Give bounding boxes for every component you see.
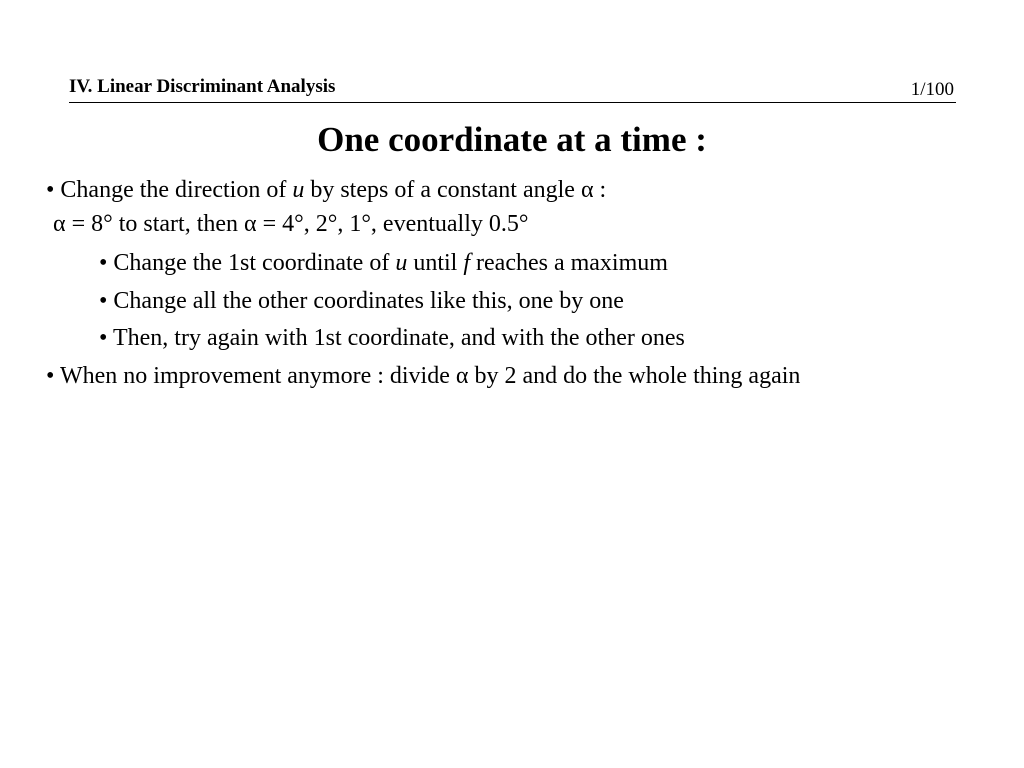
bullet-change-direction [46, 175, 606, 205]
slide-header [69, 76, 956, 103]
line-text: Then, try again with 1st coordinate, and with the other ones [112, 325, 685, 351]
bullet-marker: • [99, 250, 108, 276]
line-text: Change the direction of [60, 177, 293, 203]
line-text: by steps of a constant angle α : [304, 177, 607, 203]
bullet-marker: • [46, 177, 55, 203]
line-text: Change the 1st coordinate of [113, 250, 396, 276]
bullet-marker: • [46, 363, 55, 389]
line-text: until [407, 250, 464, 276]
bullet-no-improvement [46, 361, 800, 391]
variable-u: u [395, 250, 408, 276]
bullet-marker: • [99, 325, 108, 351]
slide-title: One coordinate at a time : [317, 120, 707, 159]
sub-bullet-try-again [99, 323, 685, 353]
line-text: When no improvement anymore : divide α by 2 and do the whole thing again [59, 363, 801, 389]
line-text: Change all the other coordinates like this, one by one [113, 288, 624, 314]
angle-sequence-line: α = 8° to start, then α = 4°, 2°, 1°, eventually 0.5° [53, 211, 529, 237]
line-text: reaches a maximum [470, 250, 668, 276]
bullet-marker: • [99, 288, 108, 314]
sub-bullet-other-coordinates [99, 286, 624, 316]
sub-bullet-first-coordinate [99, 248, 668, 278]
variable-u: u [292, 177, 305, 203]
section-title: IV. Linear Discriminant Analysis [69, 76, 336, 97]
variable-f: f [463, 250, 471, 276]
page-number: 1/100 [910, 79, 954, 100]
